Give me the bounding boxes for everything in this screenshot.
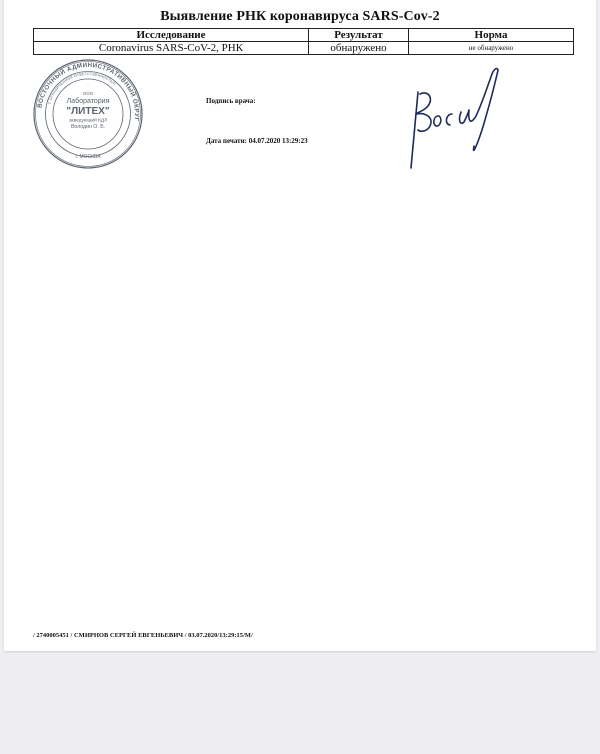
laboratory-stamp <box>32 58 144 170</box>
stamp-line4: Володин О. Б. <box>70 124 106 130</box>
results-table <box>33 28 574 55</box>
document-title: Выявление РНК коронавируса SARS-Cov-2 <box>160 9 440 24</box>
stamp-city: г. МОСКВА <box>75 154 101 160</box>
header-study: Исследование <box>34 29 309 42</box>
cell-norm: не обнаружено <box>409 42 574 55</box>
document-footer: / 2740005451 / СМИРНОВ СЕРГЕЙ ЕВГЕНЬЕВИЧ / 03.07.2020/13:29:15/М/ <box>33 632 253 639</box>
stamp-line1: Лаборатория <box>66 98 110 105</box>
header-result: Результат <box>309 29 409 42</box>
cell-result: обнаружено <box>309 42 409 55</box>
document-page <box>4 0 596 651</box>
stamp-name: "ЛИТЕХ" <box>66 106 110 117</box>
table-header-row <box>34 29 574 42</box>
doctor-signature <box>402 64 512 174</box>
table-row <box>34 42 574 55</box>
stamp-ring-text: ВОСТОЧНЫЙ АДМИНИСТРАТИВНЫЙ ОКРУГ <box>36 61 141 122</box>
cell-study: Coronavirus SARS-CoV-2, РНК <box>34 42 309 55</box>
stamp-line3: заведующий КДЛ <box>68 118 108 124</box>
print-date: Дата печати: 04.07.2020 13:29:23 <box>206 137 308 145</box>
signature-label: Подпись врача: <box>206 97 256 105</box>
stamp-org-type: ООО <box>82 91 94 96</box>
stamp-inner-ring-text: С ОГРАНИЧЕННОЙ ОТВЕТСТВЕННОСТЬЮ <box>47 71 117 105</box>
header-norm: Норма <box>409 29 574 42</box>
